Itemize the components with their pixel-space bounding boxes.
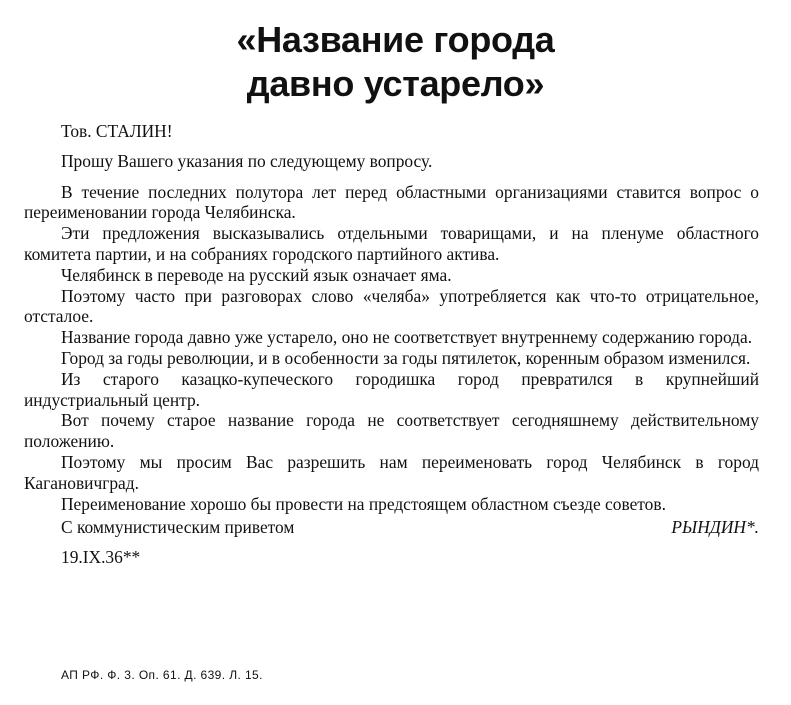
paragraph: Название города давно уже устарело, оно не соответствует внутреннему содержанию города. [61,327,753,348]
paragraph: Поэтому мы просим Вас разрешить нам переименовать город Челябинск в город Кагановичград. [24,451,759,493]
signature: РЫНДИН*. [671,517,759,538]
document-title [0,18,791,106]
paragraph: Переименование хорошо бы провести на предстоящем областном съезде советов. [61,493,666,514]
letter-date: 19.IX.36** [61,547,141,568]
paragraph: Из старого казацко-купеческого городишка город превратился в крупнейший индустриальный центр. [24,368,759,410]
paragraph: Вот почему старое название города не соответствует сегодняшнему действительному положению. [24,410,759,452]
paragraph: Поэтому часто при разговорах слово «челяба» употребляется как что-то отрицательное, отсталое. [24,285,759,327]
letter-body [24,121,759,568]
closing-block [24,517,759,538]
closing-phrase: С коммунистическим приветом [61,517,295,538]
title-line-1: «Название города [236,19,555,60]
salutation: Тов. СТАЛИН! [61,121,173,141]
title-line-2: давно устарело» [246,63,545,104]
paragraph: Эти предложения высказывались отдельными товарищами, и на пленуме областного комитета партии, и на собраниях городского партийного актива. [24,223,759,264]
archive-reference: АП РФ. Ф. 3. Оп. 61. Д. 639. Л. 15. [61,668,263,682]
paragraph: Город за годы революции, и в особенности за годы пятилеток, коренным образом изменился. [61,347,751,368]
paragraph: Челябинск в переводе на русский язык означает яма. [61,264,452,285]
request-line: Прошу Вашего указания по следующему вопросу. [61,150,433,171]
paragraph: В течение последних полутора лет перед областными организациями ставится вопрос о переименовании города Челябинска. [24,181,759,223]
